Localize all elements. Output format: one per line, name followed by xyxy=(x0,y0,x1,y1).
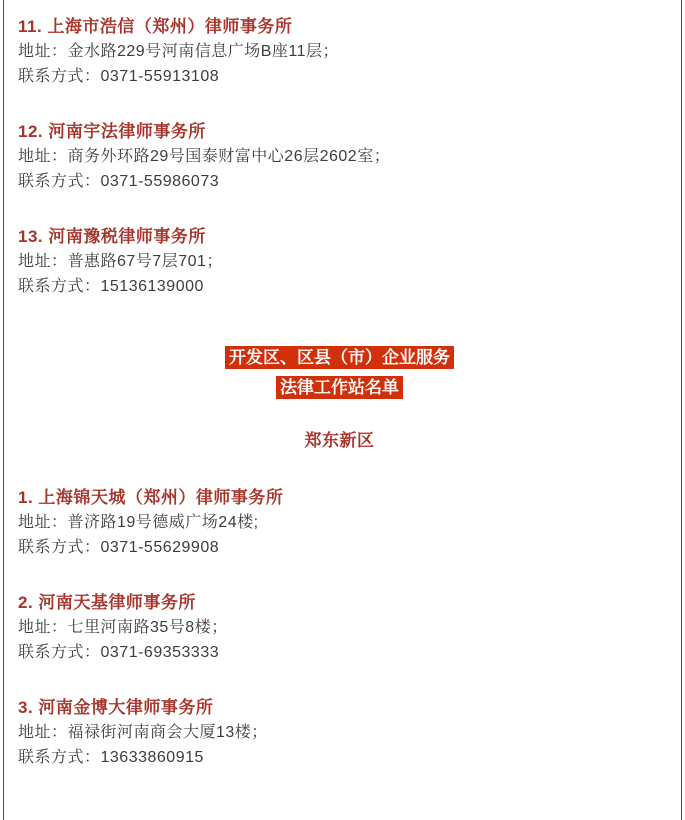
firm-address: 地址：福禄街河南商会大厦13楼； xyxy=(18,724,268,741)
firm-entry xyxy=(18,695,661,770)
firm-contact: 联系方式：0371-55986073 xyxy=(18,173,220,190)
firm-address: 地址：七里河南路35号8楼； xyxy=(18,619,228,636)
section-heading-highlight: 开发区、区县（市）企业服务 xyxy=(225,346,454,369)
firm-address: 地址：普济路19号德威广场24楼; xyxy=(18,514,259,531)
firm-contact: 联系方式：0371-55913108 xyxy=(18,68,220,85)
firm-title: 11. 上海市浩信（郑州）律师事务所 xyxy=(18,17,293,36)
firm-title: 3. 河南金博大律师事务所 xyxy=(18,698,214,717)
firm-contact: 联系方式：15136139000 xyxy=(18,278,204,295)
firm-title: 2. 河南天基律师事务所 xyxy=(18,593,196,612)
firm-title: 1. 上海锦天城（郑州）律师事务所 xyxy=(18,488,284,507)
firm-address: 地址：普惠路67号7层701； xyxy=(18,253,223,270)
firm-entry xyxy=(18,119,661,194)
section-heading-highlight: 法律工作站名单 xyxy=(276,376,403,399)
section-heading xyxy=(18,343,661,403)
firm-title: 12. 河南宇法律师事务所 xyxy=(18,122,206,141)
district-heading: 郑东新区 xyxy=(304,431,375,450)
firm-address: 地址：金水路229号河南信息广场B座11层； xyxy=(18,43,339,60)
firm-entry xyxy=(18,485,661,560)
firm-entry xyxy=(18,590,661,665)
firm-title: 13. 河南豫税律师事务所 xyxy=(18,227,206,246)
firm-address: 地址：商务外环路29号国泰财富中心26层2602室； xyxy=(18,148,391,165)
section-heading-line-2 xyxy=(18,373,661,403)
section-heading-line-1 xyxy=(18,343,661,373)
firm-contact: 联系方式：0371-55629908 xyxy=(18,539,220,556)
firm-contact: 联系方式：0371-69353333 xyxy=(18,644,220,661)
firm-entry xyxy=(18,224,661,299)
firm-contact: 联系方式：13633860915 xyxy=(18,749,204,766)
firm-entry xyxy=(18,14,661,89)
